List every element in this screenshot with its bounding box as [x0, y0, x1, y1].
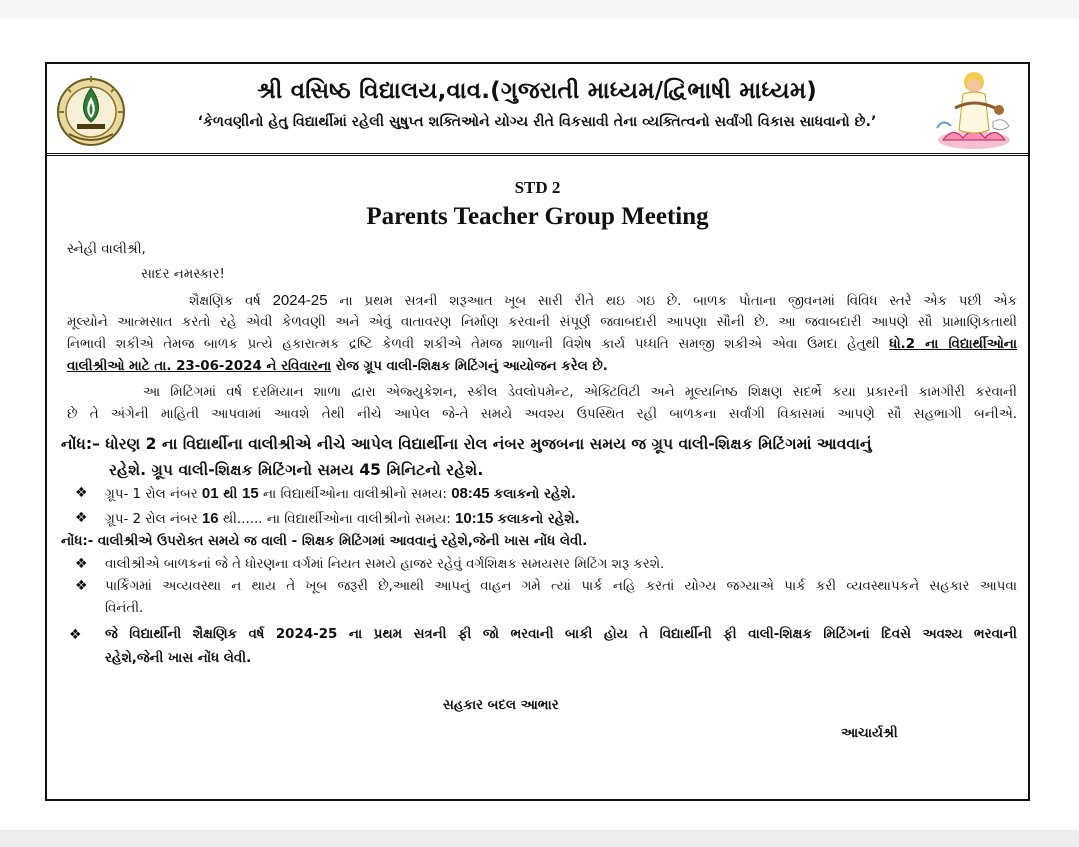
- circular-frame: [45, 62, 1030, 801]
- paragraph-1-line-1: શૈક્ષણિક વર્ષ 2024-25 ના પ્રથમ સત્રની શરૂઆત ખૂબ સારી રીતે થઇ ગઇ છે. બાળક પોતાના જીવનમાં વિવિધ સ્તરે એક પછી એક: [189, 292, 1017, 309]
- point-2-line-1: પાર્કિંગમાં અવ્યવસ્થા ન થાય તે ખૂબ જરૂરી છે,આથી આપનું વાહન ગમે ત્યાં પાર્ક નહિ કરતાં યોગ્ય જગ્યાએ પાર્ક કરી વ્યવસ્થાપકને સહકાર આપવા: [105, 579, 1017, 594]
- meeting-title: Parents Teacher Group Meeting: [366, 203, 709, 230]
- bullet-icon: ❖: [75, 556, 88, 572]
- note-1-line-1: નોંધ:– ધોરણ 2 ના વિદ્યાર્થીના વાલીશ્રીએ નીચે આપેલ વિદ્યાર્થીના રોલ નંબર મુજબના સમય જ ગ્રૂપ વાલી-શિક્ષક મિટિંગમાં આવવાનું: [61, 435, 872, 453]
- salutation: સ્નેહી વાલીશ્રી,: [67, 242, 146, 257]
- school-name: શ્રી વસિષ્ઠ વિદ્યાલય,વાવ.(ગુજરાતી માધ્યમ/દ્વિભાષી માધ્યમ): [257, 78, 817, 104]
- top-bar: [0, 0, 1079, 18]
- point-1: વાલીશ્રીએ બાળકનાં જે તે ધોરણના વર્ગમાં નિયત સમયે હાજર રહેવું વર્ગશિક્ષક સમયસર મિટિંગ શરૂ કરશે.: [105, 557, 665, 572]
- paragraph-1-line-3: નિભાવી શકીએ તેમજ બાળક પ્રત્યે હકારાત્મક દ્રષ્ટિ કેળવી શકીએ તેમજ શાળાની વિશેષ કાર્ય પધ્ધતિ સમજી શકીએ એવા ઉમદા હેતુથી ધો.2 ના વિદ્યાર્થીઓના: [67, 337, 1018, 352]
- note-1-line-2: રહેશે. ગ્રૂપ વાલી-શિક્ષક મિટિંગનો સમય 45 મિનિટનો રહેશે.: [109, 461, 484, 479]
- school-emblem-icon: [55, 70, 127, 150]
- document-page: [0, 18, 1079, 830]
- bullet-icon: ❖: [75, 485, 88, 501]
- bullet-icon: ❖: [75, 578, 88, 594]
- group-1-schedule: ગ્રૂપ- 1 રોલ નંબર 01 થી 15 ના વિદ્યાર્થીઓના વાલીશ્રીનો સમય: 08:45 કલાકનો રહેશે.: [105, 485, 576, 502]
- paragraph-1-line-4: વાલીશ્રીઓ માટે તા. 23-06-2024 ને રવિવારના રોજ ગ્રૂપ વાલી-શિક્ષક મિટિંગનું આયોજન કરેલ છે.: [67, 359, 608, 374]
- paragraph-2-line-2: છે તે અંગેની માહિતી આપવામાં આવશે તેથી નીચે આપેલ જે-તે સમયે અવશ્ય ઉપસ્થિત રહી બાળકના સર્વાંગી વિકાસમાં આપણે સૌ સહભાગી બનીએ.: [67, 407, 1017, 422]
- saraswati-icon: [933, 68, 1015, 152]
- principal-signature: આચાર્યશ્રી: [841, 726, 898, 741]
- closing-thanks: સહકાર બદલ આભાર: [443, 698, 559, 713]
- note-2: નોંધ:- વાલીશ્રીએ ઉપરોક્ત સમયે જ વાલી - શિક્ષક મિટિંગમાં આવવાનું રહેશે,જેની ખાસ નોંધ લેવી.: [61, 534, 588, 549]
- standard-label: STD 2: [514, 178, 561, 197]
- bullet-icon: ❖: [69, 627, 82, 643]
- greeting: સાદર નમસ્કાર!: [141, 267, 225, 282]
- point-2-line-2: વિનંતી.: [105, 601, 144, 616]
- paragraph-2-line-1: આ મિટિંગમાં વર્ષ દરમિયાન શાળા દ્વારા એજ્યુકેશન, સ્કીલ ડેવલોપમેન્ટ, એક્ટિવિટી અને મૂલ્યનિષ્ઠ શિક્ષણ સદર્ભે કયા પ્રકારની કામગીરી કરવાની: [143, 385, 1017, 400]
- letterhead: [47, 64, 1028, 156]
- point-3-line-1: જે વિદ્યાર્થીની શૈક્ષણિક વર્ષ 2024-25 ના પ્રથમ સત્રની ફી જો ભરવાની બાકી હોય તે વિદ્યાર્થીની ફી વાલી-શિક્ષક મિટિંગનાં દિવસે અવશ્ય ભરવાની: [105, 627, 1017, 642]
- school-motto: ‘કેળવણીનો હેતુ વિદ્યાર્થીમાં રહેલી સુષુપ્ત શક્તિઓને યોગ્ય રીતે વિકસાવી તેના વ્યક્તિત્વનો સર્વાંગી વિકાસ સાધવાનો છે.’: [197, 114, 877, 130]
- point-3-line-2: રહેશે,જેની ખાસ નોંધ લેવી.: [105, 651, 252, 666]
- bullet-icon: ❖: [75, 510, 88, 526]
- group-2-schedule: ગ્રૂપ- 2 રોલ નંબર 16 થી...... ના વિદ્યાર્થીઓના વાલીશ્રીનો સમય: 10:15 કલાકનો રહેશે.: [105, 510, 580, 527]
- meeting-date: વાલીશ્રીઓ માટે તા. 23-06-2024 ને રવિવારના: [67, 359, 332, 374]
- paragraph-1-line-2: મૂલ્યોને આત્મસાત કરતો રહે એવી કેળવણી અને એવું વાતાવરણ નિર્માણ કરવાની સંપૂર્ણ જવાબદારી આપણા સૌની છે. આ જવાબદારી આપણે સૌ પ્રામાણિકતાથી: [67, 315, 1017, 330]
